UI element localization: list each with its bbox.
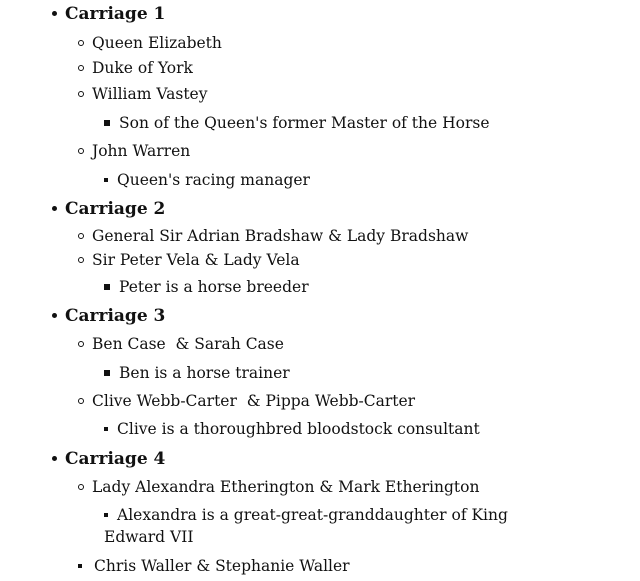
disc-bullet-icon — [52, 456, 57, 461]
square-bullet-icon — [104, 284, 110, 290]
guest-item: Chris Waller & Stephanie Waller — [78, 559, 350, 575]
carriage-heading: Carriage 3 — [52, 308, 165, 325]
circle-bullet-icon — [78, 65, 84, 71]
square-bullet-icon — [104, 513, 108, 517]
guest-note: Clive is a thoroughbred bloodstock consultant — [104, 422, 480, 438]
carriage-heading: Carriage 2 — [52, 201, 165, 218]
guest-item: William Vastey — [78, 87, 207, 103]
guest-note: Ben is a horse trainer — [104, 366, 290, 382]
square-bullet-icon — [104, 120, 110, 126]
circle-bullet-icon — [78, 148, 84, 154]
square-bullet-icon — [104, 178, 108, 182]
disc-bullet-icon — [52, 313, 57, 318]
circle-bullet-icon — [78, 484, 84, 490]
guest-item: Lady Alexandra Etherington & Mark Etherington — [78, 480, 479, 496]
guest-item: Ben Case & Sarah Case — [78, 337, 284, 353]
square-bullet-icon — [104, 370, 110, 376]
circle-bullet-icon — [78, 564, 82, 568]
circle-bullet-icon — [78, 257, 84, 263]
guest-note: Alexandra is a great-great-granddaughter of King Edward VII — [104, 506, 508, 546]
circle-bullet-icon — [78, 398, 84, 404]
carriage-heading: Carriage 4 — [52, 451, 165, 468]
disc-bullet-icon — [52, 11, 57, 16]
guest-item: General Sir Adrian Bradshaw & Lady Bradshaw — [78, 229, 468, 245]
circle-bullet-icon — [78, 91, 84, 97]
guest-item: John Warren — [78, 144, 190, 160]
circle-bullet-icon — [78, 341, 84, 347]
circle-bullet-icon — [78, 40, 84, 46]
carriage-heading: Carriage 1 — [52, 6, 165, 23]
guest-note: Peter is a horse breeder — [104, 280, 309, 296]
guest-note: Son of the Queen's former Master of the Horse — [104, 116, 490, 132]
guest-item: Duke of York — [78, 61, 193, 77]
guest-item: Queen Elizabeth — [78, 36, 222, 52]
guest-note: Queen's racing manager — [104, 173, 310, 189]
guest-item: Sir Peter Vela & Lady Vela — [78, 253, 300, 269]
circle-bullet-icon — [78, 233, 84, 239]
square-bullet-icon — [104, 427, 108, 431]
disc-bullet-icon — [52, 206, 57, 211]
guest-item: Clive Webb-Carter & Pippa Webb-Carter — [78, 394, 415, 410]
